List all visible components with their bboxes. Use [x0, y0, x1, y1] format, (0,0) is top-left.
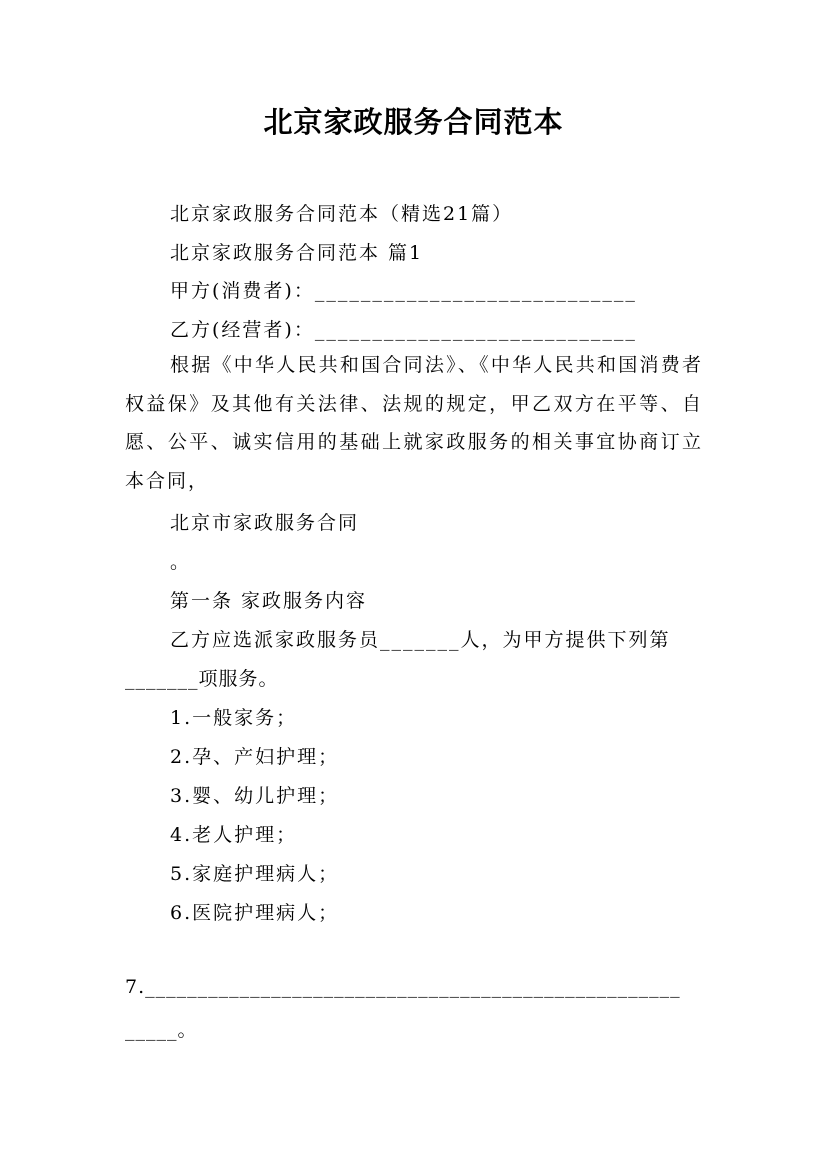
- article-1-title: 第一条 家政服务内容: [170, 590, 368, 612]
- party-b-line: 乙方(经营者)：____________________________: [170, 319, 637, 341]
- service-item-1: 1.一般家务；: [170, 707, 298, 729]
- subtitle-line: 北京家政服务合同范本（精选21篇）: [170, 203, 514, 225]
- service-item-5: 5.家庭护理病人；: [170, 863, 340, 885]
- service-item-6: 6.医院护理病人；: [170, 902, 340, 924]
- article-1-text-continued: _______项服务。: [125, 668, 279, 690]
- service-item-3: 3.婴、幼儿护理；: [170, 785, 340, 807]
- service-item-7-continued: _____。: [125, 1019, 198, 1041]
- document-title: 北京家政服务合同范本: [263, 105, 564, 139]
- article-1-text: 乙方应选派家政服务员_______人，为甲方提供下列第: [170, 629, 671, 651]
- service-item-2: 2.孕、产妇护理；: [170, 746, 340, 768]
- period-line: 。: [170, 551, 192, 573]
- service-item-7: 7.___________________________________________________: [125, 976, 681, 998]
- service-item-4: 4.老人护理；: [170, 824, 298, 846]
- preamble-paragraph: 根据《中华人民共和国合同法》、《中华人民共和国消费者权益保》及其他有关法律、法规的规定，甲乙双方在平等、自愿、公平、诚实信用的基础上就家政服务的相关事宜协商订立本合同，: [125, 354, 703, 492]
- chapter-heading: 北京家政服务合同范本 篇1: [170, 242, 424, 264]
- party-a-line: 甲方(消费者)：____________________________: [170, 280, 637, 302]
- contract-name-line: 北京市家政服务合同: [170, 512, 360, 534]
